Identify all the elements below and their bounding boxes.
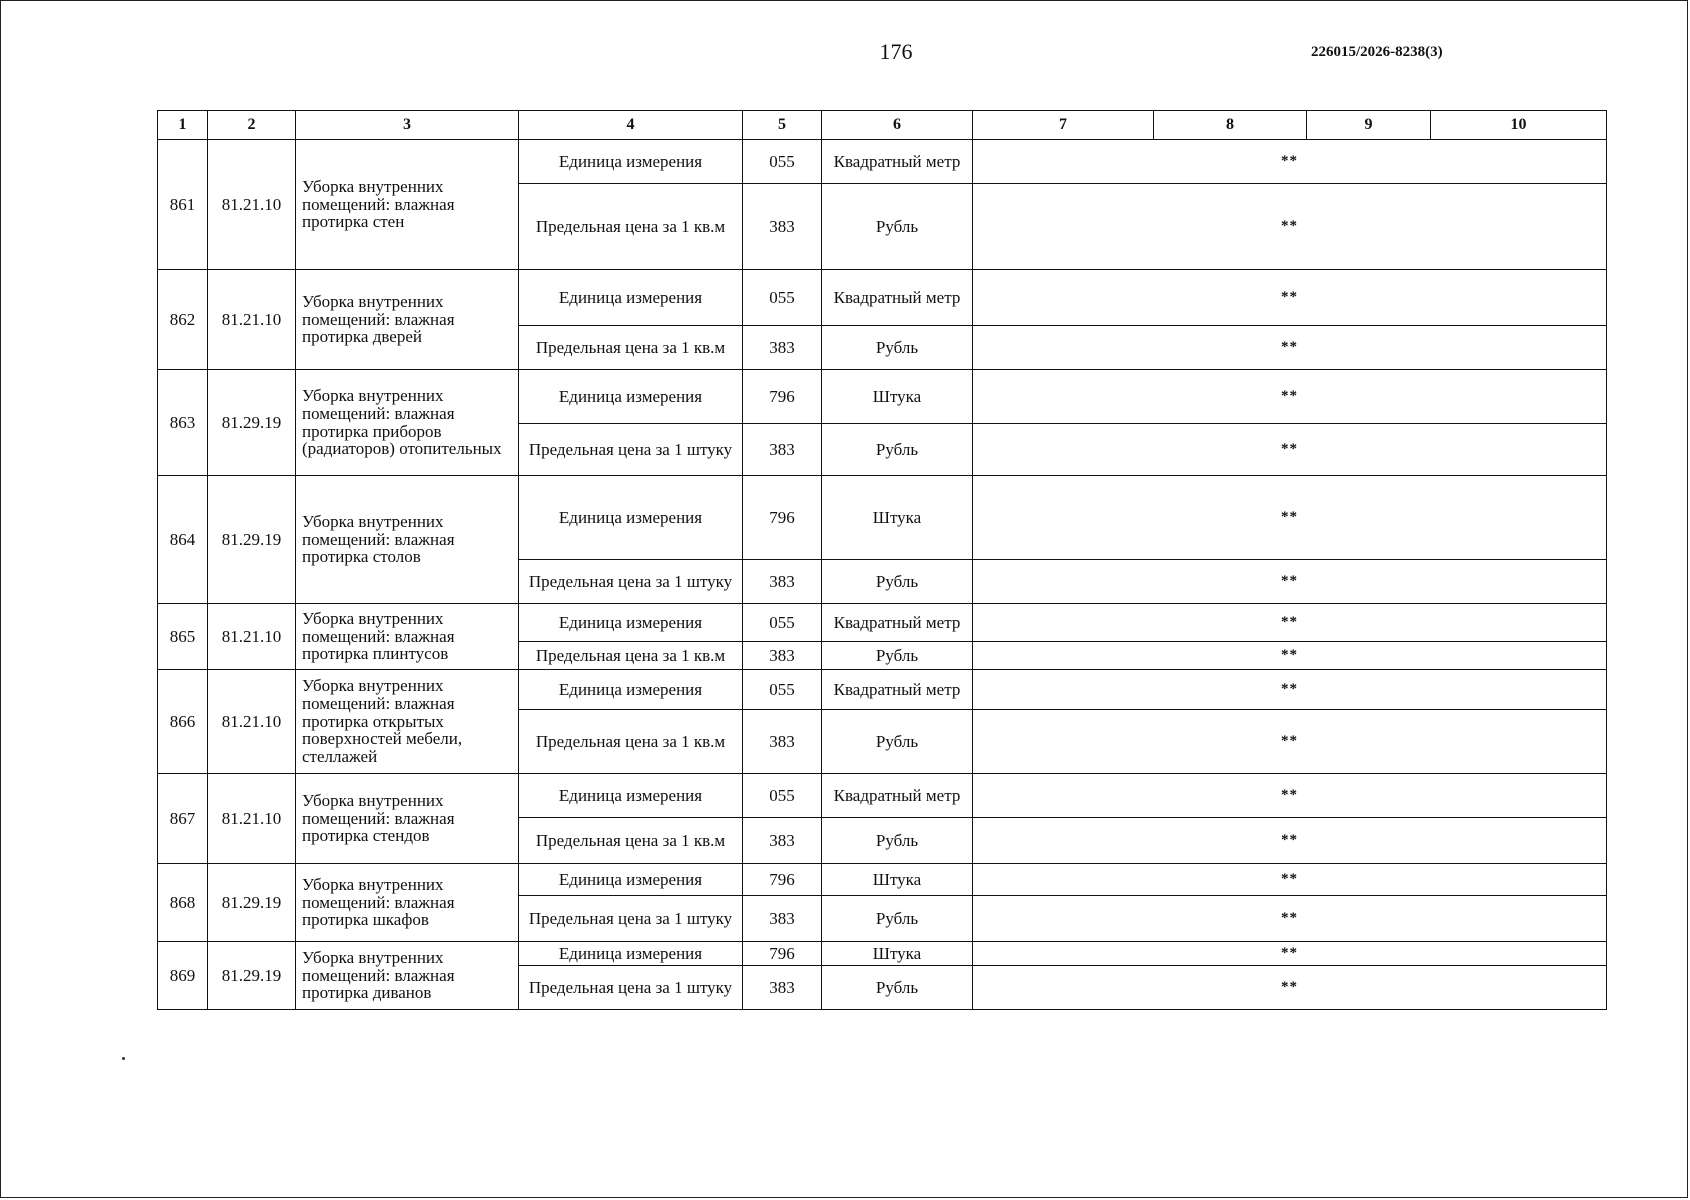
service-description-cell: Уборка внутренних помещений: влажная протирка диванов — [296, 942, 519, 1010]
row-number-cell: 865 — [158, 604, 208, 670]
table-row — [158, 370, 1607, 424]
value-cell: ** — [973, 774, 1607, 818]
table-row — [158, 864, 1607, 896]
page-number: 176 — [879, 39, 913, 64]
measure-name-cell: Предельная цена за 1 штуку — [519, 560, 743, 604]
value-cell: ** — [973, 966, 1607, 1010]
service-description-cell: Уборка внутренних помещений: влажная протирка открытых поверхностей мебели, стеллажей — [296, 670, 519, 774]
okei-code-cell: 796 — [743, 864, 822, 896]
okpd-code-cell: 81.21.10 — [208, 140, 296, 270]
okei-code-cell: 796 — [743, 942, 822, 966]
okei-code-cell: 383 — [743, 642, 822, 670]
value-cell: ** — [973, 710, 1607, 774]
column-header: 2 — [208, 111, 296, 140]
table-header-row — [158, 111, 1607, 140]
value-cell: ** — [973, 942, 1607, 966]
okei-code-cell: 383 — [743, 424, 822, 476]
okpd-code-cell: 81.21.10 — [208, 604, 296, 670]
document-id: 226015/2026-8238(3) — [1311, 44, 1443, 60]
column-header: 5 — [743, 111, 822, 140]
unit-name-cell: Рубль — [822, 966, 973, 1010]
value-cell: ** — [973, 326, 1607, 370]
okei-code-cell: 383 — [743, 710, 822, 774]
measure-name-cell: Единица измерения — [519, 670, 743, 710]
okei-code-cell: 055 — [743, 670, 822, 710]
okei-code-cell: 055 — [743, 270, 822, 326]
table-row — [158, 670, 1607, 710]
row-number-cell: 862 — [158, 270, 208, 370]
unit-name-cell: Рубль — [822, 710, 973, 774]
row-number-cell: 868 — [158, 864, 208, 942]
unit-name-cell: Штука — [822, 370, 973, 424]
row-number-cell: 869 — [158, 942, 208, 1010]
column-header: 4 — [519, 111, 743, 140]
okei-code-cell: 383 — [743, 184, 822, 270]
okpd-code-cell: 81.29.19 — [208, 476, 296, 604]
unit-name-cell: Квадратный метр — [822, 774, 973, 818]
table-row — [158, 942, 1607, 966]
okei-code-cell: 055 — [743, 604, 822, 642]
column-header: 7 — [973, 111, 1154, 140]
value-cell: ** — [973, 864, 1607, 896]
okpd-code-cell: 81.29.19 — [208, 370, 296, 476]
unit-name-cell: Рубль — [822, 642, 973, 670]
scan-mark — [122, 1057, 125, 1060]
value-cell: ** — [973, 184, 1607, 270]
table-row — [158, 140, 1607, 184]
measure-name-cell: Предельная цена за 1 кв.м — [519, 642, 743, 670]
column-header: 1 — [158, 111, 208, 140]
table-row — [158, 476, 1607, 560]
row-number-cell: 863 — [158, 370, 208, 476]
row-number-cell: 867 — [158, 774, 208, 864]
row-number-cell: 864 — [158, 476, 208, 604]
service-description-cell: Уборка внутренних помещений: влажная протирка шкафов — [296, 864, 519, 942]
unit-name-cell: Штука — [822, 942, 973, 966]
value-cell: ** — [973, 560, 1607, 604]
service-description-cell: Уборка внутренних помещений: влажная протирка плинтусов — [296, 604, 519, 670]
price-table — [157, 110, 1607, 1010]
value-cell: ** — [973, 642, 1607, 670]
measure-name-cell: Предельная цена за 1 кв.м — [519, 818, 743, 864]
unit-name-cell: Рубль — [822, 560, 973, 604]
value-cell: ** — [973, 604, 1607, 642]
measure-name-cell: Единица измерения — [519, 604, 743, 642]
value-cell: ** — [973, 370, 1607, 424]
okei-code-cell: 383 — [743, 818, 822, 864]
service-description-cell: Уборка внутренних помещений: влажная протирка столов — [296, 476, 519, 604]
service-description-cell: Уборка внутренних помещений: влажная протирка стен — [296, 140, 519, 270]
okpd-code-cell: 81.29.19 — [208, 864, 296, 942]
measure-name-cell: Единица измерения — [519, 774, 743, 818]
measure-name-cell: Единица измерения — [519, 476, 743, 560]
unit-name-cell: Рубль — [822, 184, 973, 270]
unit-name-cell: Рубль — [822, 326, 973, 370]
measure-name-cell: Единица измерения — [519, 942, 743, 966]
service-description-cell: Уборка внутренних помещений: влажная протирка стендов — [296, 774, 519, 864]
unit-name-cell: Штука — [822, 864, 973, 896]
measure-name-cell: Предельная цена за 1 штуку — [519, 896, 743, 942]
okpd-code-cell: 81.21.10 — [208, 670, 296, 774]
unit-name-cell: Рубль — [822, 424, 973, 476]
unit-name-cell: Квадратный метр — [822, 270, 973, 326]
okei-code-cell: 796 — [743, 370, 822, 424]
measure-name-cell: Единица измерения — [519, 140, 743, 184]
unit-name-cell: Квадратный метр — [822, 670, 973, 710]
table-row — [158, 604, 1607, 642]
okei-code-cell: 055 — [743, 774, 822, 818]
column-header: 3 — [296, 111, 519, 140]
measure-name-cell: Предельная цена за 1 кв.м — [519, 184, 743, 270]
row-number-cell: 866 — [158, 670, 208, 774]
column-header: 9 — [1307, 111, 1431, 140]
value-cell: ** — [973, 670, 1607, 710]
service-description-cell: Уборка внутренних помещений: влажная протирка приборов (радиаторов) отопительных — [296, 370, 519, 476]
service-description-cell: Уборка внутренних помещений: влажная протирка дверей — [296, 270, 519, 370]
unit-name-cell: Квадратный метр — [822, 140, 973, 184]
unit-name-cell: Штука — [822, 476, 973, 560]
okpd-code-cell: 81.21.10 — [208, 270, 296, 370]
value-cell: ** — [973, 270, 1607, 326]
okpd-code-cell: 81.29.19 — [208, 942, 296, 1010]
unit-name-cell: Рубль — [822, 818, 973, 864]
measure-name-cell: Предельная цена за 1 штуку — [519, 966, 743, 1010]
row-number-cell: 861 — [158, 140, 208, 270]
measure-name-cell: Единица измерения — [519, 864, 743, 896]
okei-code-cell: 383 — [743, 896, 822, 942]
okei-code-cell: 796 — [743, 476, 822, 560]
measure-name-cell: Предельная цена за 1 кв.м — [519, 710, 743, 774]
measure-name-cell: Единица измерения — [519, 370, 743, 424]
value-cell: ** — [973, 818, 1607, 864]
table-body — [158, 140, 1607, 1010]
value-cell: ** — [973, 896, 1607, 942]
unit-name-cell: Квадратный метр — [822, 604, 973, 642]
okei-code-cell: 383 — [743, 966, 822, 1010]
value-cell: ** — [973, 424, 1607, 476]
table-row — [158, 774, 1607, 818]
okei-code-cell: 055 — [743, 140, 822, 184]
okei-code-cell: 383 — [743, 560, 822, 604]
okpd-code-cell: 81.21.10 — [208, 774, 296, 864]
value-cell: ** — [973, 476, 1607, 560]
measure-name-cell: Единица измерения — [519, 270, 743, 326]
table-row — [158, 270, 1607, 326]
okei-code-cell: 383 — [743, 326, 822, 370]
measure-name-cell: Предельная цена за 1 штуку — [519, 424, 743, 476]
column-header: 10 — [1431, 111, 1607, 140]
column-header: 8 — [1154, 111, 1307, 140]
unit-name-cell: Рубль — [822, 896, 973, 942]
measure-name-cell: Предельная цена за 1 кв.м — [519, 326, 743, 370]
column-header: 6 — [822, 111, 973, 140]
value-cell: ** — [973, 140, 1607, 184]
